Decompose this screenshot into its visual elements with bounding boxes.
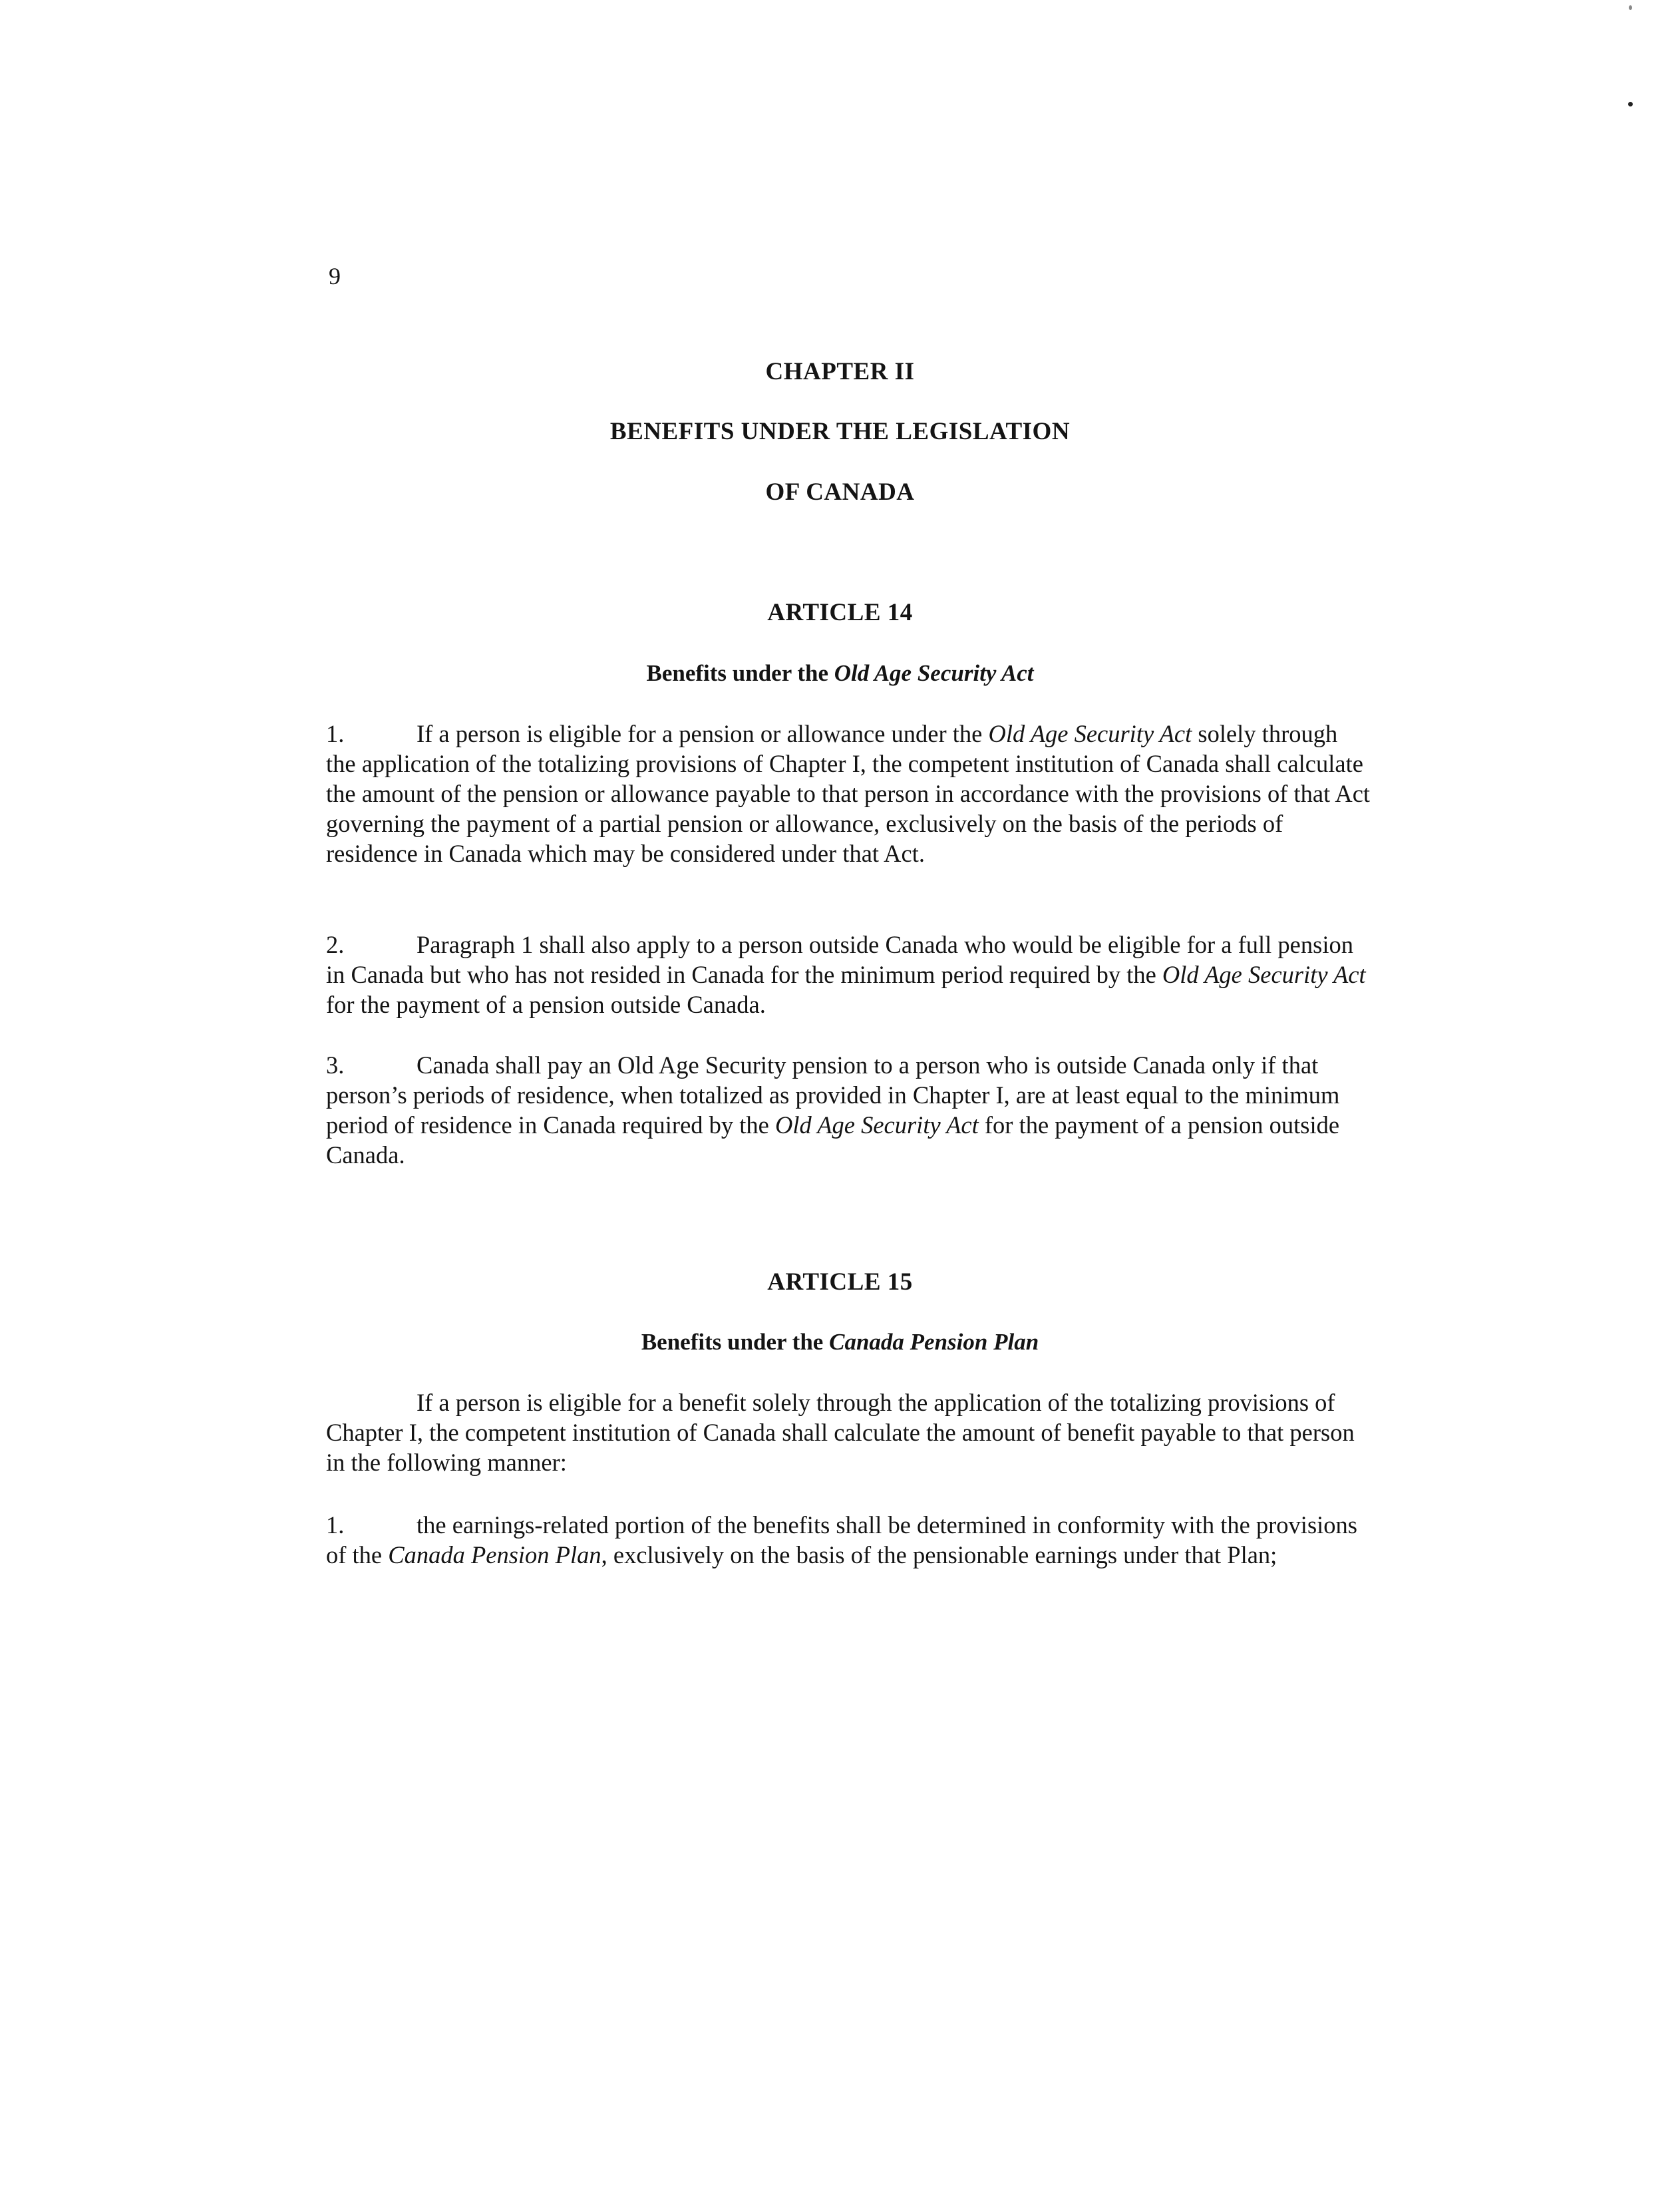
act-name: Old Age Security Act — [774, 1111, 979, 1139]
article-14-heading-text: Benefits under the — [646, 660, 834, 686]
paragraph-number: 3. — [326, 1051, 345, 1079]
chapter-subtitle-line2: OF CANADA — [765, 478, 915, 506]
chapter-subtitle-line1: BENEFITS UNDER THE LEGISLATION — [609, 418, 1071, 445]
act-name: Old Age Security Act — [1162, 961, 1366, 988]
paragraph-number: 1. — [326, 1511, 345, 1539]
paragraph-number: 1. — [326, 720, 345, 747]
paragraph-text: the earnings-related portion of the benefits shall be determined in conformity with the provisions of the — [326, 1511, 1358, 1568]
paragraph-text: If a person is eligible for a benefit solely through the application of the totalizing provisions of Chapter I, the competent institution of Canada shall calculate the amount of benefit payable to that person in the following manner: — [326, 1389, 1355, 1476]
article-15-title: ARTICLE 15 — [767, 1268, 913, 1296]
act-name: Old Age Security Act — [988, 720, 1192, 747]
article-15-intro — [326, 1387, 1371, 1477]
chapter-title: CHAPTER II — [765, 358, 915, 385]
article-14-paragraph-3 — [326, 1050, 1371, 1170]
article-15-paragraph-1 — [326, 1510, 1371, 1570]
page-number: 9 — [329, 263, 341, 289]
article-15-heading-text: Benefits under the — [641, 1329, 830, 1355]
article-15-heading — [0, 1328, 1680, 1357]
scan-speck — [1628, 102, 1633, 106]
article-14-title: ARTICLE 14 — [767, 599, 913, 626]
paragraph-text: , exclusively on the basis of the pensionable earnings under that Plan; — [601, 1541, 1277, 1568]
paragraph-text: Paragraph 1 shall also apply to a person outside Canada who would be eligible for a full pension in Canada but who has not resided in Canada for the minimum period required by the — [326, 931, 1353, 988]
article-15-heading-plan: Canada Pension Plan — [829, 1329, 1039, 1355]
article-14-paragraph-1 — [326, 719, 1371, 868]
plan-name: Canada Pension Plan — [388, 1541, 601, 1568]
paragraph-text: Canada shall pay an Old Age Security pension to a person who is outside Canada only if that person’s periods of residence, when totalized as provided in Chapter I, are at least equal to the minimum period of residence in Canada required by the — [326, 1051, 1340, 1139]
paragraph-text: solely through the application of the totalizing provisions of Chapter I, the competent institution of Canada shall calculate the amount of the pension or allowance payable to that person in accordance with the provisions of that Act governing the payment of a partial pension or allowance, exclusively on the basis of the periods of residence in Canada which may be considered under that Act. — [326, 720, 1371, 867]
paragraph-text: for the payment of a pension outside Canada. — [326, 991, 766, 1018]
paragraph-text: for the payment of a pension outside Canada. — [326, 1111, 1340, 1169]
paragraph-text: If a person is eligible for a pension or allowance under the — [417, 720, 989, 747]
paragraph-number: 2. — [326, 931, 345, 958]
article-14-heading-act: Old Age Security Act — [834, 660, 1034, 686]
scan-speck — [1629, 5, 1632, 10]
article-14-paragraph-2 — [326, 930, 1371, 1019]
article-14-heading — [0, 659, 1680, 688]
